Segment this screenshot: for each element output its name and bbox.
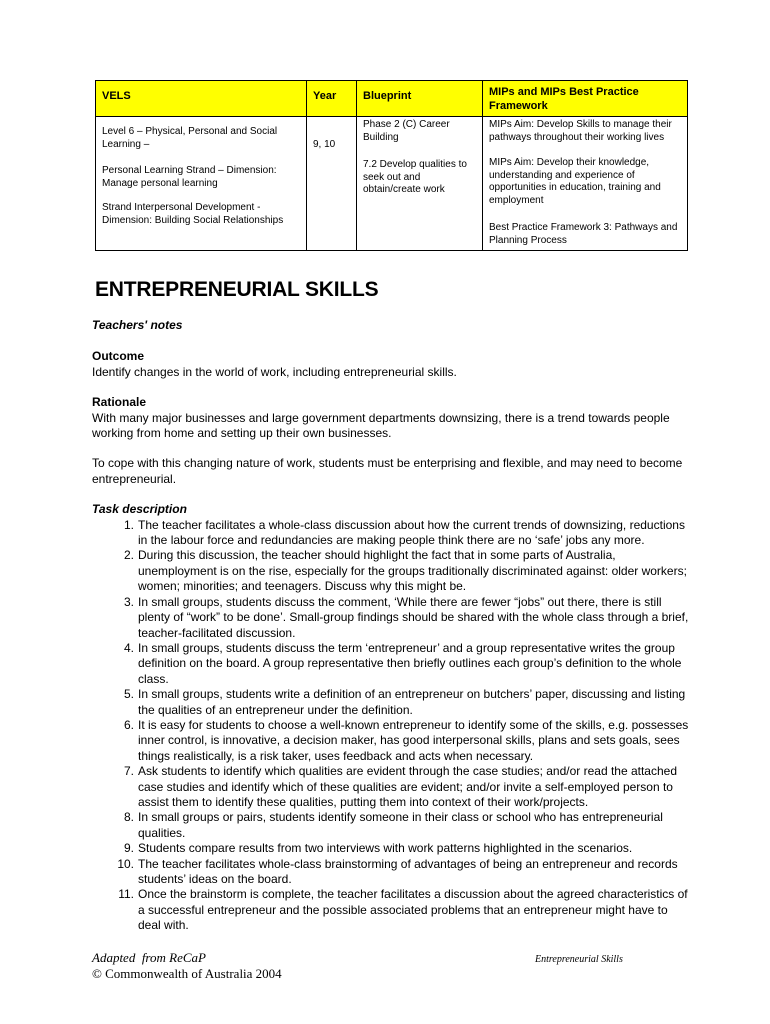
year-cell [307,117,357,251]
list-item [123,764,692,810]
header-year: Year [307,81,357,117]
mips-cell [483,117,688,251]
blueprint-qualities: 7.2 Develop qualities to seek out and obtain/create work [363,159,467,195]
rationale-paragraph-2: To cope with this changing nature of work, students must be enterprising and flexible, and may need to become entrepreneurial. [92,456,683,486]
list-text: Students compare results from two interviews with work patterns highlighted in the scenarios. [138,841,633,856]
page-title: ENTREPRENEURIAL SKILLS [95,278,379,301]
list-number: 9. [123,841,134,856]
list-number: 4. [123,640,134,655]
vels-cell [96,117,307,251]
list-item [118,887,692,933]
footer-adapted: Adapted from ReCaP [92,950,206,965]
subtitle: Teachers' notes [92,318,183,332]
list-item [123,810,692,841]
list-number: 6. [123,717,134,732]
list-text: The teacher facilitates whole-class brainstorming of advantages of being an entrepreneur and records students’ ideas on the board. [138,856,678,886]
header-mips: MIPs and MIPs Best Practice Framework [483,81,688,117]
outcome-heading: Outcome [92,349,145,364]
curriculum-table [95,80,688,251]
list-number: 8. [123,810,134,825]
year-value: 9, 10 [313,139,336,150]
mips-aim-skills: MIPs Aim: Develop Skills to manage their pathways throughout their working lives [489,119,672,143]
list-item [123,841,692,856]
footer-copyright: © Commonwealth of Australia 2004 [92,966,282,981]
list-text: In small groups, students write a definition of an entrepreneur on butchers’ paper, discussing and listing the qualities of an entrepreneur under the definition. [138,687,686,717]
list-number: 11. [118,887,134,902]
list-text: Once the brainstorm is complete, the teacher facilitates a discussion about the agreed characteristics of a successful entrepreneur and the possible associated problems that an entrepreneur might have to deal with. [138,887,688,933]
rationale-heading: Rationale [92,395,147,410]
list-number: 3. [123,594,134,609]
list-text: The teacher facilitates a whole-class discussion about how the current trends of downsizing, reductions in the labour force and redundancies are making people think there are no ‘safe’ jobs any more. [138,517,685,548]
list-item [123,687,692,718]
outcome-text: Identify changes in the world of work, including entrepreneurial skills. [92,364,457,379]
table-body-row [96,117,688,251]
mips-best-practice: Best Practice Framework 3: Pathways and Planning Process [489,222,678,246]
list-item [123,640,692,687]
vels-level: Level 6 – Physical, Personal and Social Learning – [102,126,278,150]
mips-aim-knowledge: MIPs Aim: Develop their knowledge, understanding and experience of opportunities in education, training and employment [489,157,661,206]
blueprint-phase: Phase 2 (C) Career Building [363,119,450,143]
table-header-row [96,81,688,117]
list-item [123,517,692,549]
blueprint-cell [357,117,483,251]
list-item [123,717,692,764]
header-blueprint: Blueprint [357,81,483,117]
rationale-paragraph-1: With many major businesses and large government departments downsizing, there is a trend towards people working from home and setting up their own businesses. [92,410,670,441]
footer-source [92,950,282,982]
list-text: In small groups, students discuss the term ‘entrepreneur’ and a group representative writes the group definition on the board. A group representative then briefly outlines each group’s definition to the whole class. [138,640,682,686]
list-number: 10. [117,856,134,871]
list-number: 7. [123,764,134,779]
vels-strand-interpersonal: Strand Interpersonal Development - Dimension: Building Social Relationships [102,202,284,226]
header-vels: VELS [96,81,307,117]
footer-doc-title: Entrepreneurial Skills [535,954,623,965]
vels-strand-personal: Personal Learning Strand – Dimension: Manage personal learning [102,165,277,189]
list-number: 1. [123,517,134,532]
list-text: In small groups or pairs, students identify someone in their class or school who has entrepreneurial qualities. [138,810,663,840]
list-text: During this discussion, the teacher should highlight the fact that in some parts of Australia, unemployment is on the rise, especially for the groups traditionally discriminated against: older workers; women; minorities; and teenagers. Discuss why this might be. [138,548,687,594]
teachers-notes [92,318,692,934]
list-text: Ask students to identify which qualities are evident through the case studies; and/or read the attached case studies and identify which of these qualities are evident; and/or invite a self-employed person to assist them to identify these qualities, putting them into context of their work/projects. [138,764,677,809]
list-item [123,548,692,594]
task-list [92,518,692,934]
list-item [123,594,692,641]
list-number: 2. [123,548,134,563]
list-text: It is easy for students to choose a well-known entrepreneur to identify some of the skills, e.g. possesses inner control, is innovative, a decision maker, has good interpersonal skills, plans and sets goals, sees things realistically, is a risk taker, uses feedback and acts when necessary. [138,717,689,763]
task-heading: Task description [92,502,187,517]
list-number: 5. [123,687,134,702]
list-item [117,856,692,888]
list-text: In small groups, students discuss the comment, ‘While there are fewer “jobs” out there, there is still plenty of “work” to be done’. Small-group findings should be shared with the whole class through a brief, teacher-facilitated discussion. [138,594,689,640]
